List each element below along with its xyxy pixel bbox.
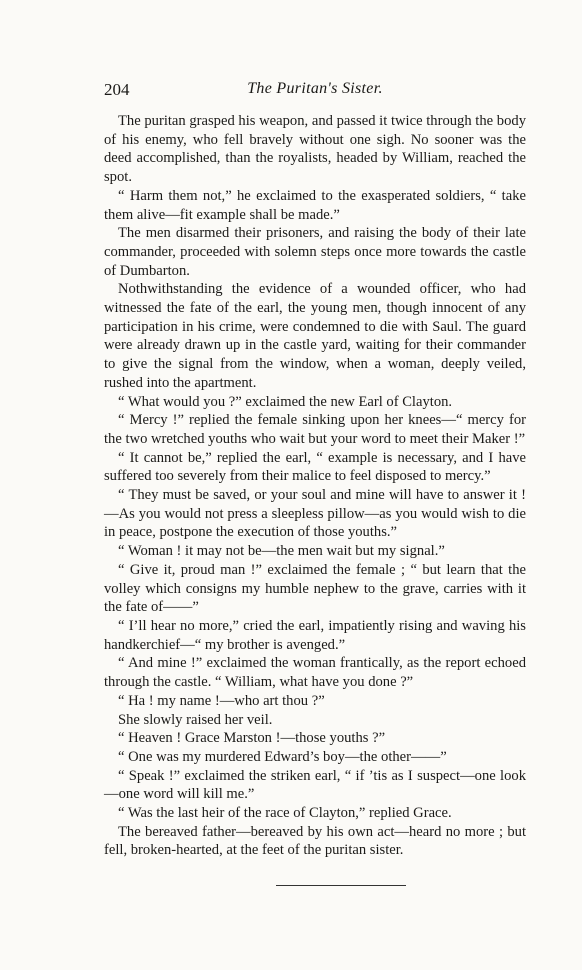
paragraph: “ Give it, proud man !” exclaimed the female ; “ but learn that the volley which consigns my humble nephew to the grave, carries with it the fate of——” [104,561,526,616]
paragraph: The puritan grasped his weapon, and passed it twice through the body of his enemy, who fell bravely without one sigh. No sooner was the deed accomplished, than the royalists, headed by William, reached the spot. [104,113,526,186]
paragraph: “ It cannot be,” replied the earl, “ example is necessary, and I have suffered too severely from their malice to feel disposed to mercy.” [104,449,526,485]
paragraph: “ Heaven ! Grace Marston !—those youths ?” [118,730,386,747]
paragraph: “ Was the last heir of the race of Clayton,” replied Grace. [118,805,452,822]
paragraph: “ Harm them not,” he exclaimed to the exasperated soldiers, “ take them alive—fit example shall be made.” [104,187,526,223]
paragraph: “ Ha ! my name !—who art thou ?” [118,692,325,709]
paragraph: “ They must be saved, or your soul and mine will have to answer it ! —As you would not press a sleepless pillow—as you would wish to die in peace, postpone the execution of those youths.” [104,487,526,541]
paragraph: “ One was my murdered Edward’s boy—the other——” [118,748,447,765]
paragraph: “ And mine !” exclaimed the woman frantically, as the report echoed through the castle. “ William, what have you done ?” [104,655,526,691]
paragraph: Nothwithstanding the evidence of a wounded officer, who had witnessed the fate of the earl, the young men, though innocent of any participation in his crime, were condemned to die with Saul. The guard were already drawn up in the castle yard, waiting for their commander to give the signal from the window, when a woman, deeply veiled, rushed into the apartment. [104,281,526,391]
page-number: 204 [104,80,130,99]
paragraph: “ Woman ! it may not be—the men wait but my signal.” [118,543,445,560]
paragraph: The men disarmed their prisoners, and raising the body of their late commander, proceeded with solemn steps once more towards the castle of Dumbarton. [104,225,526,279]
page-header [104,80,526,100]
running-title: The Puritan's Sister. [247,80,383,97]
page-body [104,112,526,860]
paragraph: She slowly raised her veil. [118,711,273,728]
paragraph: “ Mercy !” replied the female sinking upon her knees—“ mercy for the two wretched youths who wait but your word to meet their Maker !” [104,412,526,447]
paragraph: “ What would you ?” exclaimed the new Earl of Clayton. [118,393,453,410]
paragraph: The bereaved father—bereaved by his own act—heard no more ; but fell, broken-hearted, at the feet of the puritan sister. [104,823,526,859]
end-rule [276,885,406,886]
paragraph: “ Speak !” exclaimed the striken earl, “ if ’tis as I suspect—one look —one word will kill me.” [104,767,526,803]
paragraph: “ I’ll hear no more,” cried the earl, impatiently rising and waving his handkerchief—“ my brother is avenged.” [104,617,526,653]
